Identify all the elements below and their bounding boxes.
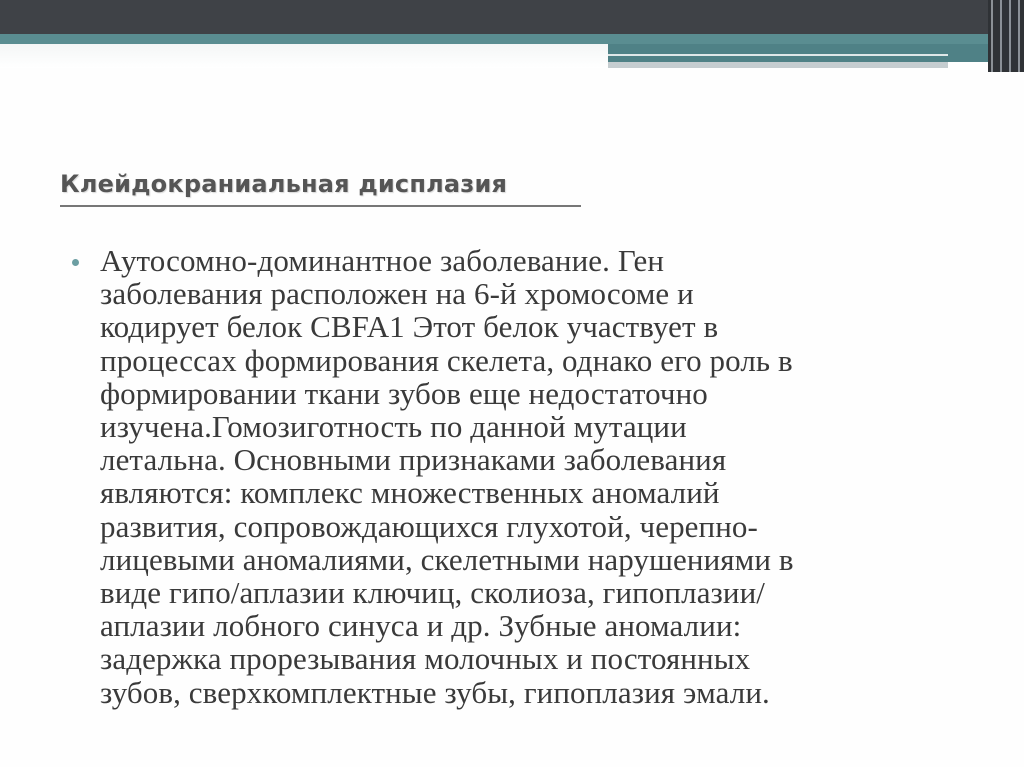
bullet-text: [100, 244, 972, 709]
bullet-item: [72, 244, 972, 709]
bullet-line: лицевыми аномалиями, скелетными нарушениями в: [100, 541, 794, 577]
top-right-stripes: [988, 0, 1024, 72]
top-right-gray-bar: [608, 62, 948, 68]
bullet-dot-icon: [72, 259, 79, 266]
bullet-line: аплазии лобного синуса и др. Зубные аномалии:: [100, 608, 742, 644]
bullet-line: кодирует белок CBFA1 Этот белок участвует в: [100, 309, 719, 345]
bullet-line: Аутосомно-доминантное заболевание. Ген: [100, 243, 665, 278]
top-right-thin-line: [608, 54, 948, 56]
bullet-line: изучена.Гомозиготность по данной мутации: [100, 409, 687, 445]
bullet-line: зубов, сверхкомплектные зубы, гипоплазия эмали.: [100, 674, 770, 710]
bullet-list: [72, 244, 972, 709]
top-teal-bar: [0, 34, 1024, 44]
bullet-line: процессах формирования скелета, однако его роль в: [100, 342, 793, 378]
top-soft-strip: [0, 44, 608, 68]
top-right-teal-block: [608, 44, 1024, 62]
bullet-line: летальна. Основными признаками заболевания: [100, 442, 727, 478]
title-underline: [60, 205, 581, 207]
bullet-line: формировании ткани зубов еще недостаточно: [100, 375, 708, 411]
bullet-line: задержка прорезывания молочных и постоянных: [100, 641, 751, 677]
bullet-line: являются: комплекс множественных аномалий: [100, 475, 720, 511]
bullet-line: заболевания расположен на 6-й хромосоме и: [100, 276, 694, 312]
bullet-line: виде гипо/аплазии ключиц, сколиоза, гипоплазии/: [100, 575, 765, 611]
slide-title: Клейдокраниальная дисплазия: [60, 170, 508, 198]
bullet-line: развития, сопровождающихся глухотой, черепно-: [100, 508, 758, 544]
top-dark-bar: [0, 0, 1024, 34]
